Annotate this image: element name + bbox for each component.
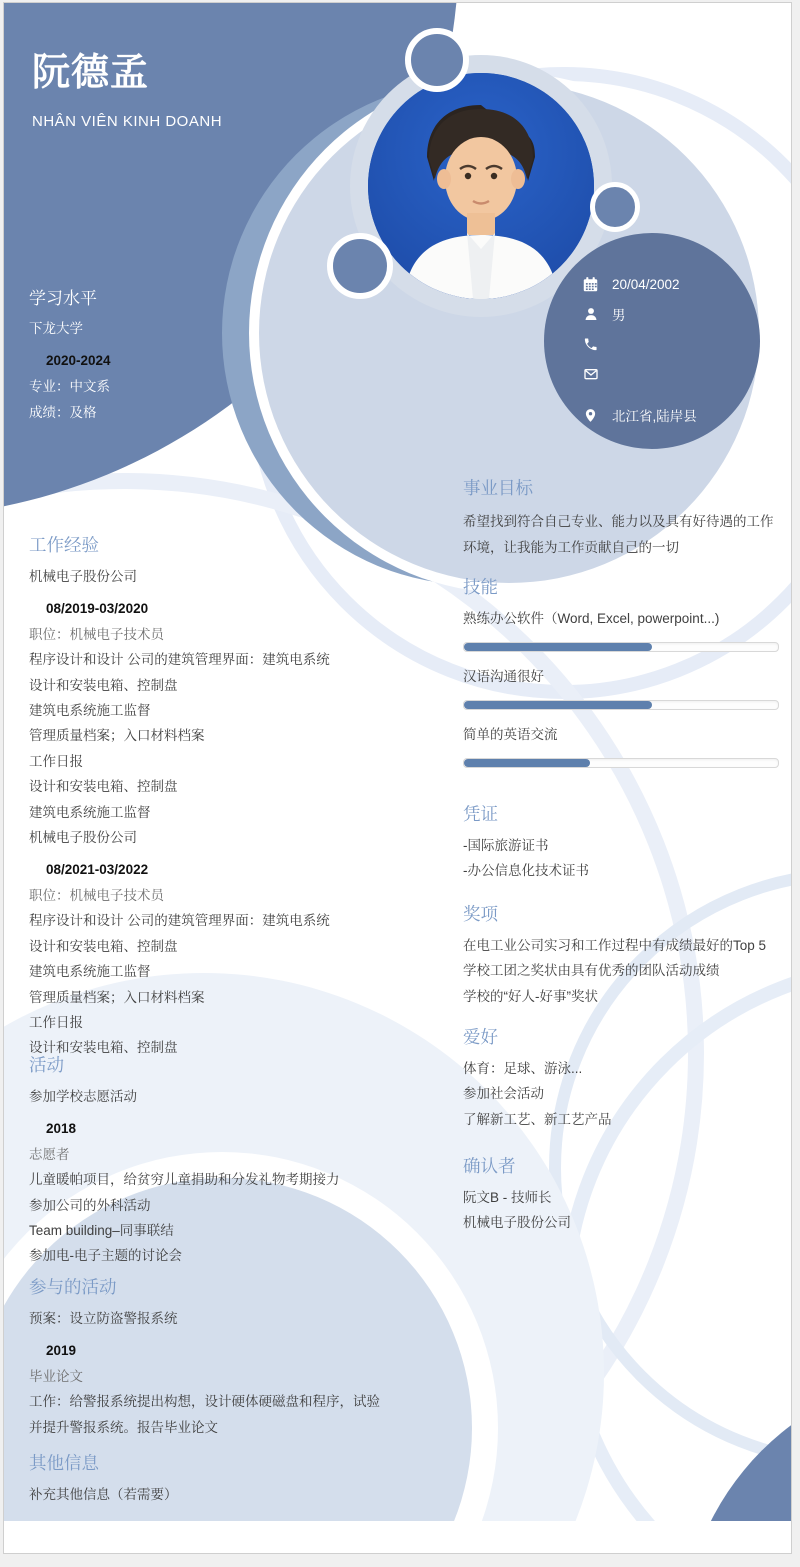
- hobby-item: 体育：足球、游泳...: [463, 1061, 583, 1076]
- job-duty: 设计和安装电箱、控制盘: [29, 779, 178, 795]
- section-heading: 学习水平: [29, 289, 97, 308]
- job-duty: 设计和安装电箱、控制盘: [29, 938, 178, 954]
- skill-progress-fill: [464, 701, 652, 709]
- section-work-experience: [29, 533, 449, 1061]
- other-info-text: 补充其他信息（若需要）: [29, 1487, 178, 1502]
- section-other-info: [29, 1451, 449, 1507]
- section-heading: 工作经验: [29, 535, 99, 555]
- job-position: 职位：机械电子技术员: [29, 626, 164, 642]
- hobby-item: 了解新工艺、新工艺产品: [463, 1111, 612, 1127]
- section-references: [463, 1154, 785, 1236]
- user-icon: [582, 306, 599, 323]
- section-hobbies: [463, 1025, 785, 1132]
- job-company: 机械电子股份公司: [29, 569, 137, 584]
- certificate-item: -国际旅游证书: [463, 838, 549, 853]
- contact-dob: 20/04/2002: [612, 276, 680, 292]
- skill-progress-bar: [463, 758, 779, 768]
- contact-location: 北江省,陆岸县: [612, 409, 697, 424]
- job-duty: 设计和安装电箱、控制盘: [29, 677, 178, 693]
- contact-row-email: [582, 359, 760, 389]
- skill-progress-bar: [463, 700, 779, 710]
- skill-progress-bar: [463, 642, 779, 652]
- calendar-icon: [582, 276, 599, 293]
- section-participated-activities: [29, 1275, 459, 1440]
- education-period: 2020-2024: [46, 353, 111, 368]
- job-duty: 建筑电系统施工监督: [29, 703, 151, 719]
- job-title: NHÂN VIÊN KINH DOANH: [32, 113, 223, 130]
- activity-item: 参加电-电子主题的讨论会: [29, 1248, 182, 1264]
- contact-info: [544, 233, 760, 449]
- skill-label: 简单的英语交流: [463, 727, 558, 742]
- contact-gender: 男: [612, 308, 626, 323]
- hobby-item: 参加社会活动: [463, 1086, 544, 1102]
- certificate-item: -办公信息化技术证书: [463, 863, 589, 879]
- section-heading: 奖项: [463, 904, 498, 924]
- participated-year: 2019: [46, 1343, 77, 1359]
- contact-row-phone: [582, 329, 760, 359]
- person-name: 阮德孟: [32, 52, 150, 94]
- award-item: 在电工业公司实习和工作过程中有成绩最好的Top 5: [463, 938, 767, 953]
- section-heading: 其他信息: [29, 1453, 99, 1473]
- activity-item: 参加公司的外科活动: [29, 1197, 151, 1213]
- section-awards: [463, 902, 785, 1009]
- job-duty: 建筑电系统施工监督: [29, 804, 151, 820]
- job-duty: 工作日报: [29, 1014, 83, 1030]
- objective-text: 希望找到符合自己专业、能力以及具有好待遇的工作环境，让我能为工作贡献自己的一切: [463, 514, 774, 556]
- section-education: [29, 287, 329, 426]
- job-duty: 设计和安装电箱、控制盘: [29, 1040, 178, 1056]
- reference-line: 机械电子股份公司: [463, 1215, 571, 1231]
- section-heading: 事业目标: [463, 478, 533, 498]
- section-heading: 参与的活动: [29, 1277, 117, 1297]
- phone-icon: [582, 336, 599, 353]
- education-grade: 成绩：及格: [29, 405, 97, 420]
- participated-summary: 预案：设立防盗警报系统: [29, 1311, 178, 1326]
- section-heading: 爱好: [463, 1027, 498, 1047]
- job-duty: 建筑电系统施工监督: [29, 964, 151, 980]
- participated-desc: 工作：给警报系统提出构想，设计硬体硬磁盘和程序，试验: [29, 1394, 380, 1410]
- decor-dot-circle: [327, 233, 393, 299]
- skill-progress-fill: [464, 643, 652, 651]
- activity-role: 志愿者: [29, 1146, 70, 1162]
- decor-dot-circle: [405, 28, 469, 92]
- participated-role: 毕业论文: [29, 1368, 83, 1384]
- skill-progress-fill: [464, 759, 590, 767]
- job-duty: 工作日报: [29, 753, 83, 769]
- section-certificates: [463, 802, 785, 884]
- reference-line: 阮文B - 技师长: [463, 1190, 552, 1205]
- job-period: 08/2021-03/2022: [46, 862, 149, 878]
- section-activities: [29, 1053, 449, 1269]
- section-heading: 技能: [463, 577, 498, 597]
- job-duty: 程序设计和设计 公司的建筑管理界面：建筑电系统: [29, 652, 330, 668]
- mail-icon: [582, 366, 599, 383]
- participated-desc: 并提升警报系统。报告毕业论文: [29, 1419, 218, 1435]
- skill-label: 汉语沟通很好: [463, 669, 544, 684]
- decor-dot-circle: [590, 182, 640, 232]
- section-heading: 凭证: [463, 804, 498, 824]
- section-heading: 活动: [29, 1055, 64, 1075]
- activity-item: Team building–同事联结: [29, 1223, 174, 1239]
- award-item: 学校的“好人-好事”奖状: [463, 988, 598, 1004]
- contact-row-location: [582, 400, 760, 430]
- job-period: 08/2019-03/2020: [46, 601, 149, 617]
- section-skills: [463, 575, 785, 783]
- resume-page: [3, 2, 792, 1554]
- job-position: 职位：机械电子技术员: [29, 887, 164, 903]
- job-duty: 管理质量档案；入口材料档案: [29, 728, 205, 744]
- activity-item: 儿童暖帕项目，给贫穷儿童捐助和分发礼物考期接力: [29, 1172, 340, 1188]
- education-school: 下龙大学: [29, 321, 83, 336]
- activity-summary: 参加学校志愿活动: [29, 1089, 137, 1104]
- skill-label: 熟练办公软件（Word, Excel, powerpoint...): [463, 611, 720, 626]
- activity-year: 2018: [46, 1121, 77, 1137]
- education-major: 专业：中文系: [29, 379, 110, 394]
- award-item: 学校工团之奖状由具有优秀的团队活动成绩: [463, 963, 720, 979]
- job-duty: 程序设计和设计 公司的建筑管理界面：建筑电系统: [29, 913, 330, 929]
- section-heading: 确认者: [463, 1156, 516, 1176]
- contact-row-gender: [582, 299, 760, 329]
- job-duty: 管理质量档案；入口材料档案: [29, 989, 205, 1005]
- job-company: 机械电子股份公司: [29, 830, 137, 846]
- location-pin-icon: [582, 407, 599, 424]
- contact-row-dob: [582, 269, 760, 299]
- section-objective: [463, 476, 785, 561]
